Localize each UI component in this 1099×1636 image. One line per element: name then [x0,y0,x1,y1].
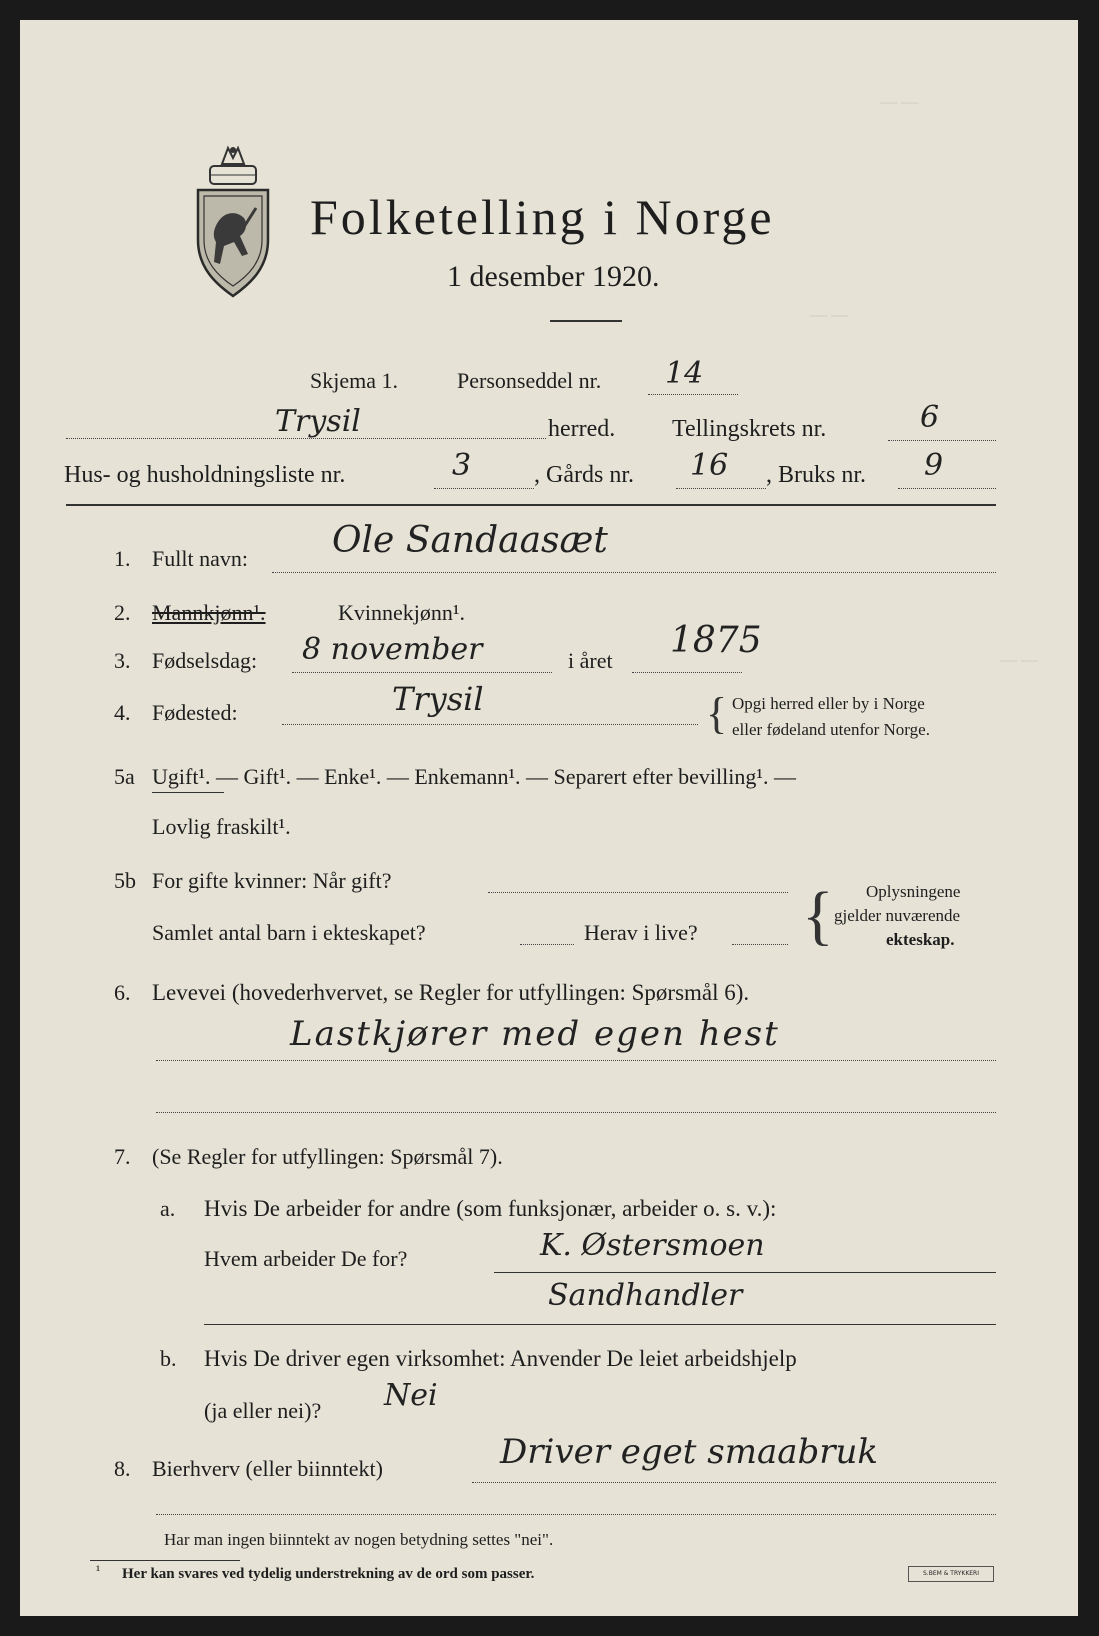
marital-status-options[interactable]: Ugift¹. — Gift¹. — Enke¹. — Enkemann¹. — Separert efter bevilling¹. — [152,764,796,789]
q5b-line-1: For gifte kvinner: Når gift? [152,868,392,893]
q8-label: Bierhverv (eller biinntekt) [152,1456,383,1481]
children-alive-line [732,944,788,945]
q3-number: 3. [114,648,131,673]
q5b-brace: { [802,879,834,952]
q5b-note-3: ekteskap. [886,930,955,949]
ugift-underline [152,792,224,793]
tellingskrets-line [888,440,996,441]
occupation-line-1 [156,1060,996,1061]
q8-number: 8. [114,1456,131,1481]
q3-label: Fødselsdag: [152,648,258,673]
herred-label: herred. [548,416,616,442]
title-divider [550,320,622,322]
year-label: i året [568,648,613,673]
married-when-line [488,892,788,893]
q7-label: (Se Regler for utfyllingen: Spørsmål 7). [152,1144,503,1169]
q7a-letter: a. [160,1196,176,1221]
children-count-line [520,944,574,945]
q4-note-1: Opgi herred eller by i Norge [732,694,925,713]
birthplace-value[interactable]: Trysil [392,680,484,718]
employer-line-2 [204,1324,996,1325]
marital-status-options-2[interactable]: Lovlig fraskilt¹. [152,814,291,839]
herred-line [66,438,546,439]
q4-brace: { [706,689,728,738]
census-form: — — — — — — Folketelling i Norge 1 desember 1920. Skjema 1. Personseddel nr. 14 Trysil herred. Tellingskrets nr. 6 Hus- og husholdningsliste nr. 3 , Gårds nr. 16 , Bruks nr. 9 1. Fullt navn: Ole Sandaasæt 2. Mannkjønn¹. Kvinnekjønn¹. 3. Fødselsdag: 8 november i året 1875 4. Fødested: Trysil { Opgi herred eller by i Norge eller fødeland utenfor Norge. 5a Ugift¹. — Gift¹. — Enke¹. — Enkemann¹. — Separert efter bevilling¹. — Lovlig fraskilt¹. 5b For gifte kvinner: Når gift? Samlet antal barn i ekteskapet? Herav i live? { Oplysningene gjelder nuværende ekteskap. 6. Levevei (hovederhvervet, se Regler for utfyllingen: Spørsmål 6). Lastkjører med egen hest 7. (Se Regler for utfyllingen: Spørsmål 7). a. Hvis De arbeider for andre (som funksjonær, arbeider o. s. v.): Hvem arbeider De for? K. Østersmoen Sandhandler b. Hvis De driver egen virksomhet: Anvender De leiet arbeidshjelp (ja eller nei)? Nei 8. Bierhverv (eller biinntekt) Driver eget smaabruk Har man ingen biinntekt av nogen betydning settes "nei". ¹ Her kan svares ved tydelig understrekning av de ord som passer. S.BEM & TRYKKERI [20,20,1078,1616]
form-title: Folketelling i Norge [310,189,775,245]
tellingskrets-label: Tellingskrets nr. [672,416,827,442]
printer-stamp-text: S.BEM & TRYKKERI [922,1570,979,1577]
personseddel-value[interactable]: 14 [665,356,704,391]
herred-value[interactable]: Trysil [275,404,361,439]
footnote-text: Her kan svares ved tydelig understrekning av de ord som passer. [122,1566,535,1582]
gards-label: , Gårds nr. [534,462,634,488]
skjema-label: Skjema 1. [310,368,398,393]
q7b-letter: b. [160,1346,177,1371]
q6-label: Levevei (hovederhvervet, se Regler for utfyllingen: Spørsmål 6). [152,980,750,1005]
gards-value[interactable]: 16 [690,448,729,483]
footnote-mark: ¹ [96,1564,101,1579]
bruks-line [898,488,996,489]
bruks-value[interactable]: 9 [924,448,944,483]
q1-number: 1. [114,546,131,571]
gards-line [676,488,766,489]
q4-number: 4. [114,700,131,725]
q5b-children-label: Samlet antal barn i ekteskapet? [152,920,426,945]
husliste-label: Hus- og husholdningsliste nr. [64,462,346,488]
birth-year-value[interactable]: 1875 [670,620,762,661]
birth-year-line [632,672,742,673]
secondary-income-line [472,1482,996,1483]
employer-line-1 [494,1272,996,1273]
q4-label: Fødested: [152,700,238,725]
nei-note: Har man ingen biinntekt av nogen betydning settes "nei". [164,1530,554,1549]
birthdate-value[interactable]: 8 november [302,632,483,667]
printer-stamp [908,1566,994,1582]
secondary-income-line-2 [156,1514,996,1515]
header-rule [66,504,996,506]
q7b-line-2: (ja eller nei)? [204,1398,322,1423]
q5a-number: 5a [114,764,135,789]
sex-male-option[interactable]: Mannkjønn¹. [152,600,266,625]
q4-note-2: eller fødeland utenfor Norge. [732,720,930,739]
q7a-line-2: Hvem arbeider De for? [204,1246,408,1271]
employer-value[interactable]: K. Østersmoen [540,1228,765,1263]
tellingskrets-value[interactable]: 6 [920,400,940,435]
occupation-value[interactable]: Lastkjører med egen hest [290,1014,780,1054]
husliste-line [434,488,534,489]
q5b-number: 5b [114,868,136,893]
coat-of-arms-icon [188,142,278,302]
q1-label: Fullt navn: [152,546,248,571]
personseddel-label: Personseddel nr. [457,368,602,393]
employer-value-2[interactable]: Sandhandler [548,1278,743,1313]
secondary-income-value[interactable]: Driver eget smaabruk [500,1432,879,1472]
q7-number: 7. [114,1144,131,1169]
sex-female-option[interactable]: Kvinnekjønn¹. [338,600,465,625]
birthplace-line [282,724,698,725]
occupation-line-2 [156,1112,996,1113]
husliste-value[interactable]: 3 [452,448,472,483]
birthdate-line [292,672,552,673]
q5b-alive-label: Herav i live? [584,920,698,945]
q5b-note-1: Oplysningene [866,882,961,901]
hired-help-value[interactable]: Nei [384,1378,438,1413]
full-name-value[interactable]: Ole Sandaasæt [332,520,608,561]
q6-number: 6. [114,980,131,1005]
personseddel-line [648,394,738,395]
form-date: 1 desember 1920. [447,260,660,293]
full-name-line [272,572,996,573]
q7b-line-1: Hvis De driver egen virksomhet: Anvender De leiet arbeidshjelp [204,1346,797,1371]
footnote-rule [90,1560,240,1561]
q7a-line-1: Hvis De arbeider for andre (som funksjonær, arbeider o. s. v.): [204,1196,777,1221]
q2-number: 2. [114,600,131,625]
bruks-label: , Bruks nr. [766,462,867,488]
q5b-note-2: gjelder nuværende [834,906,961,925]
